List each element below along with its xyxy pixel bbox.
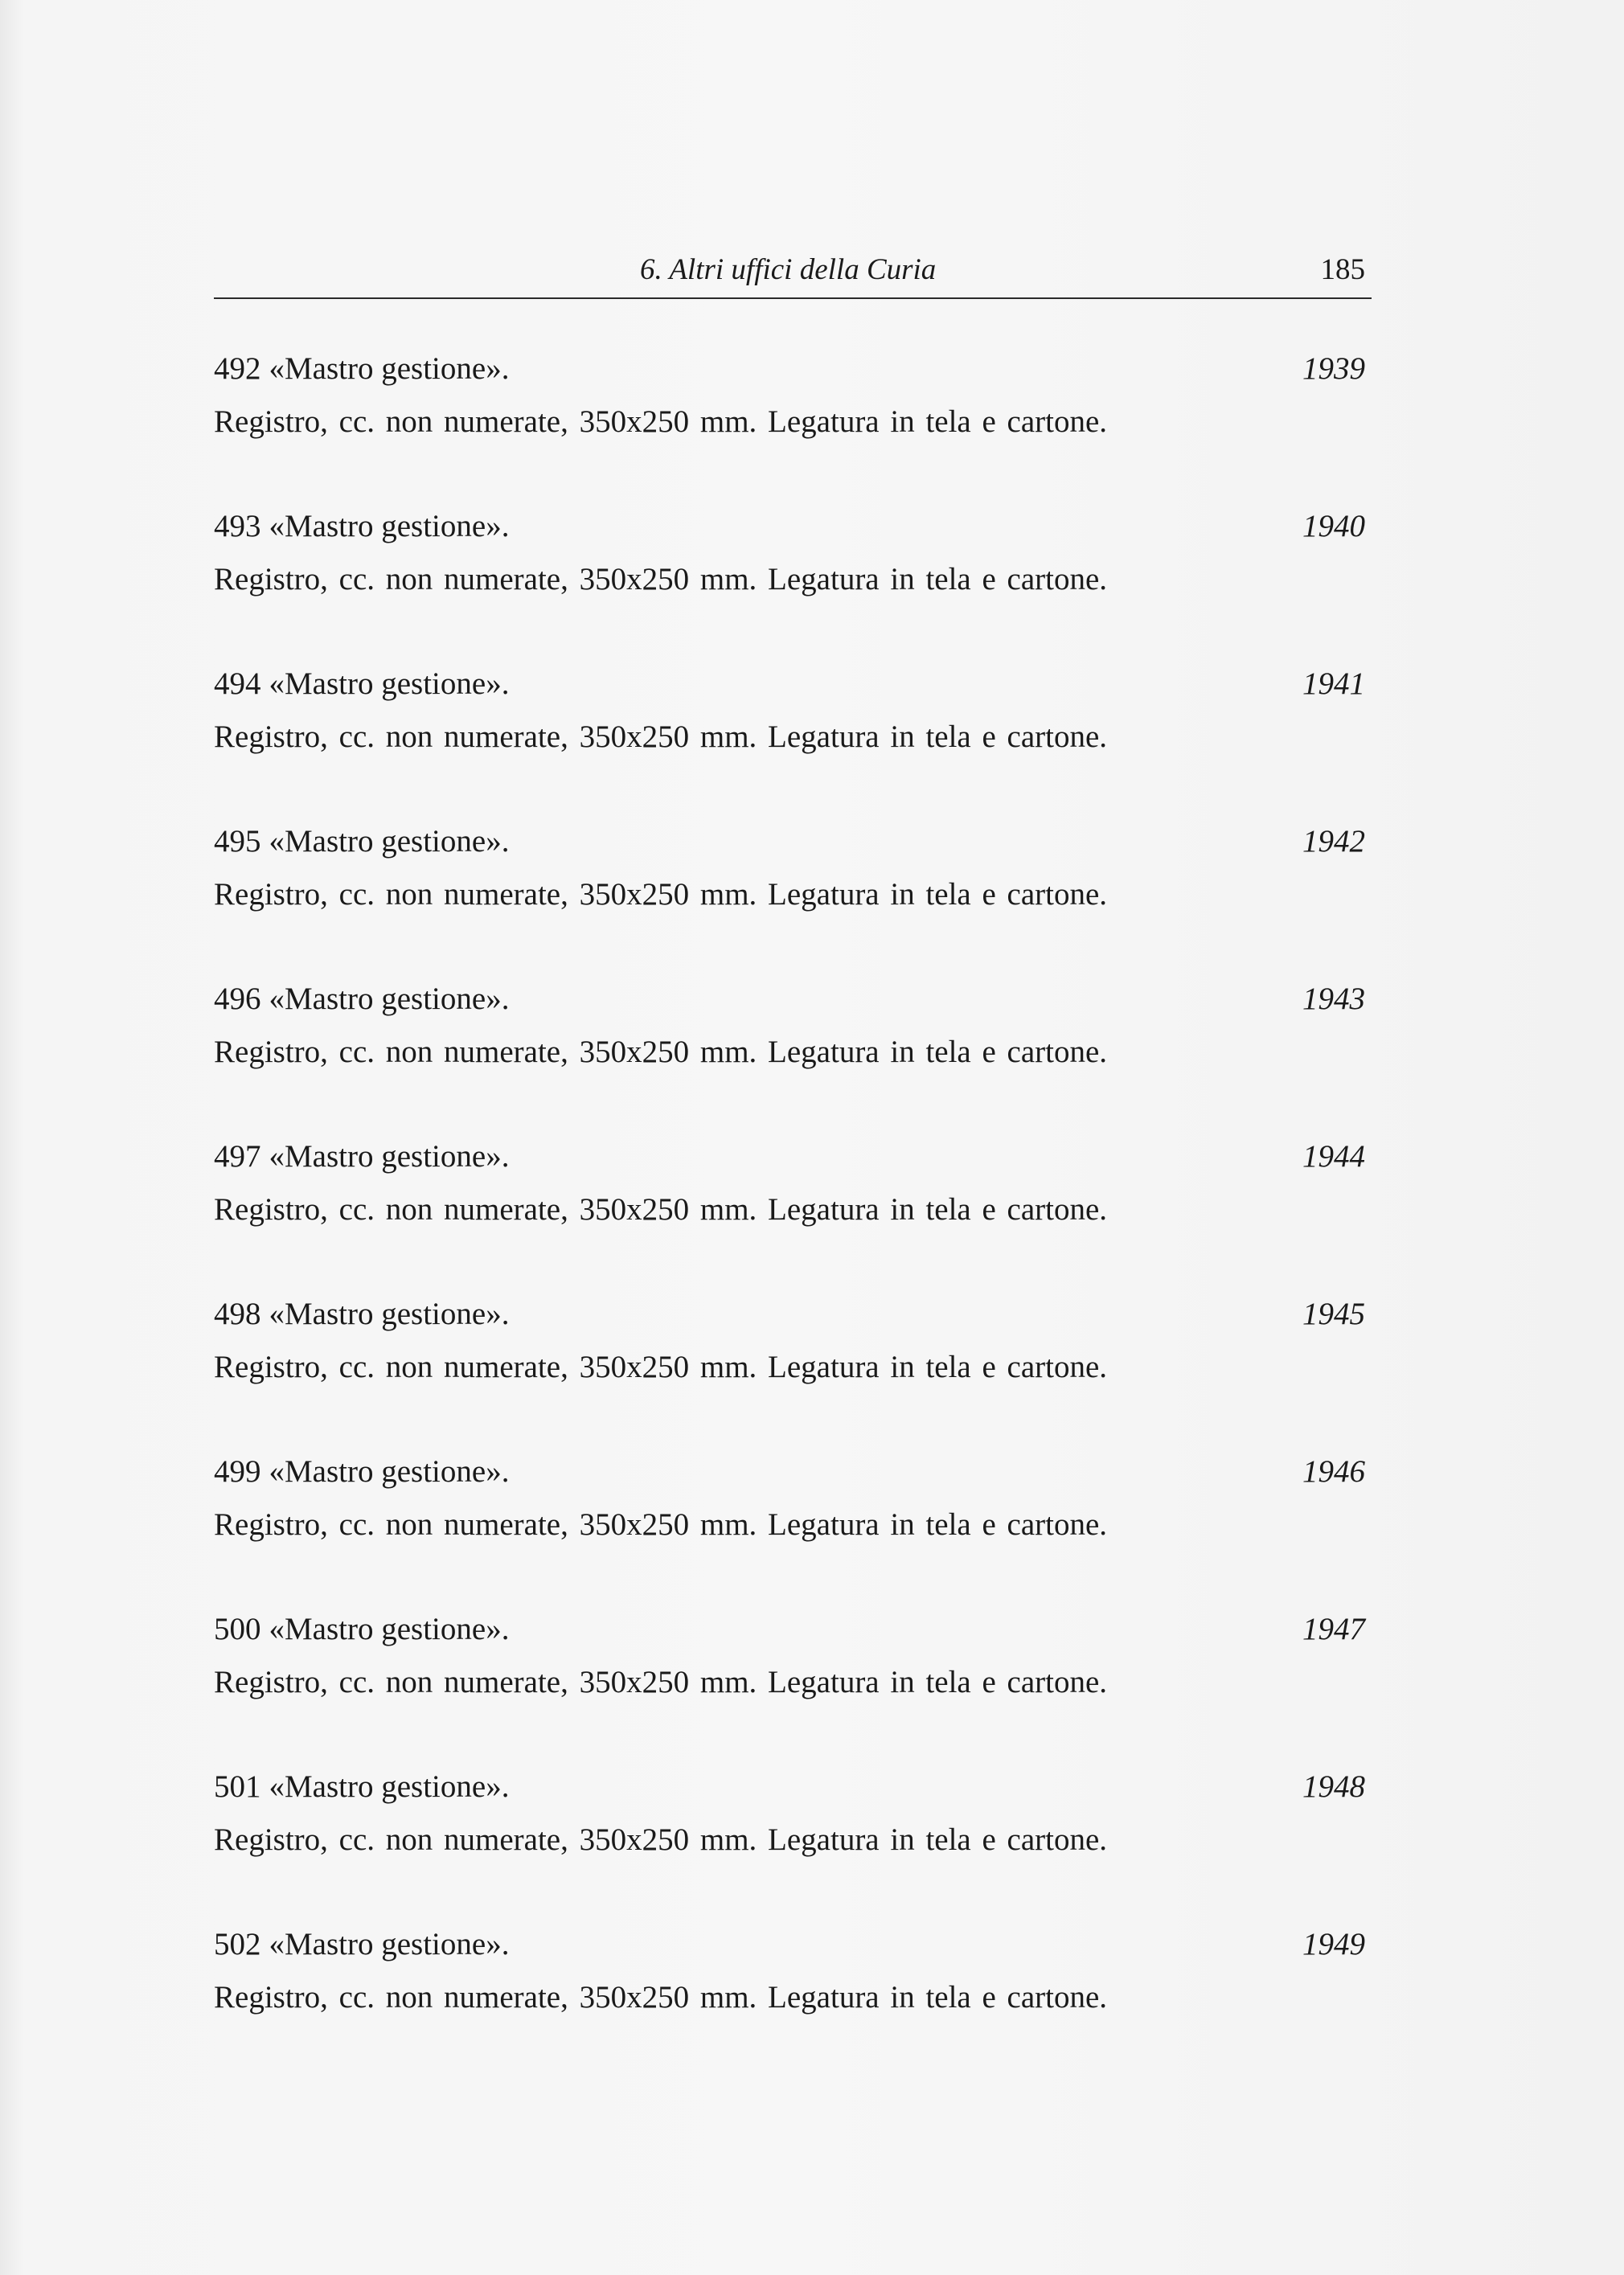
entry-heading: [214, 1291, 1365, 1338]
entry-description: Registro, cc. non numerate, 350x250 mm. Legatura in tela e cartone.: [214, 877, 1108, 912]
entry-title: «Mastro gestione».: [269, 1769, 510, 1804]
register-entry: [214, 818, 1365, 976]
register-entry: [214, 661, 1365, 818]
entry-number: 494: [214, 666, 261, 701]
entry-number: 496: [214, 982, 261, 1016]
entry-description: Registro, cc. non numerate, 350x250 mm. Legatura in tela e cartone.: [214, 1822, 1108, 1857]
entry-title: «Mastro gestione».: [269, 1297, 510, 1331]
entry-number: 500: [214, 1612, 261, 1646]
entry-title: «Mastro gestione».: [269, 351, 510, 386]
entry-heading: [214, 1449, 1365, 1495]
register-entry: [214, 346, 1365, 503]
entry-number: 497: [214, 1139, 261, 1174]
entry-description: Registro, cc. non numerate, 350x250 mm. Legatura in tela e cartone.: [214, 719, 1108, 754]
register-entry: [214, 1921, 1365, 2079]
page-header: [214, 248, 1372, 299]
register-entry: [214, 1764, 1365, 1921]
entry-title: «Mastro gestione».: [269, 666, 510, 701]
register-entry: [214, 1449, 1365, 1606]
entry-year: 1947: [1302, 1612, 1365, 1646]
entry-heading: [214, 503, 1365, 550]
entry-title: «Mastro gestione».: [269, 1612, 510, 1646]
register-entry: [214, 1606, 1365, 1764]
entry-description: Registro, cc. non numerate, 350x250 mm. Legatura in tela e cartone.: [214, 404, 1108, 439]
entry-heading: [214, 818, 1365, 865]
entry-year: 1940: [1302, 509, 1365, 543]
entry-heading: [214, 1764, 1365, 1810]
entry-heading: [214, 346, 1365, 392]
entry-number: 493: [214, 509, 261, 543]
entry-heading: [214, 661, 1365, 707]
entry-description: Registro, cc. non numerate, 350x250 mm. Legatura in tela e cartone.: [214, 1192, 1108, 1227]
entry-number: 498: [214, 1297, 261, 1331]
entry-number: 495: [214, 824, 261, 859]
page-number: 185: [1320, 253, 1365, 286]
entry-year: 1942: [1302, 824, 1365, 859]
entry-title: «Mastro gestione».: [269, 982, 510, 1016]
entry-number: 501: [214, 1769, 261, 1804]
entry-number: 502: [214, 1927, 261, 1961]
entry-title: «Mastro gestione».: [269, 824, 510, 859]
entry-year: 1945: [1302, 1297, 1365, 1331]
entry-description: Registro, cc. non numerate, 350x250 mm. Legatura in tela e cartone.: [214, 1350, 1108, 1384]
entry-year: 1948: [1302, 1769, 1365, 1804]
register-entry: [214, 1291, 1365, 1449]
entry-year: 1943: [1302, 982, 1365, 1016]
entry-heading: [214, 976, 1365, 1023]
entry-title: «Mastro gestione».: [269, 1139, 510, 1174]
entry-description: Registro, cc. non numerate, 350x250 mm. Legatura in tela e cartone.: [214, 562, 1108, 596]
entry-heading: [214, 1606, 1365, 1653]
running-title: 6. Altri uffici della Curia: [640, 253, 937, 286]
register-entries: [214, 346, 1365, 2079]
entry-year: 1941: [1302, 666, 1365, 701]
entry-year: 1939: [1302, 351, 1365, 386]
entry-description: Registro, cc. non numerate, 350x250 mm. Legatura in tela e cartone.: [214, 1507, 1108, 1542]
entry-number: 499: [214, 1454, 261, 1489]
register-entry: [214, 503, 1365, 661]
entry-title: «Mastro gestione».: [269, 1454, 510, 1489]
register-entry: [214, 1133, 1365, 1291]
entry-description: Registro, cc. non numerate, 350x250 mm. Legatura in tela e cartone.: [214, 1665, 1108, 1699]
entry-number: 492: [214, 351, 261, 386]
entry-year: 1949: [1302, 1927, 1365, 1961]
entry-year: 1946: [1302, 1454, 1365, 1489]
entry-description: Registro, cc. non numerate, 350x250 mm. Legatura in tela e cartone.: [214, 1980, 1108, 2015]
entry-description: Registro, cc. non numerate, 350x250 mm. Legatura in tela e cartone.: [214, 1035, 1108, 1069]
entry-heading: [214, 1133, 1365, 1180]
register-entry: [214, 976, 1365, 1133]
entry-title: «Mastro gestione».: [269, 1927, 510, 1961]
entry-heading: [214, 1921, 1365, 1968]
entry-year: 1944: [1302, 1139, 1365, 1174]
entry-title: «Mastro gestione».: [269, 509, 510, 543]
